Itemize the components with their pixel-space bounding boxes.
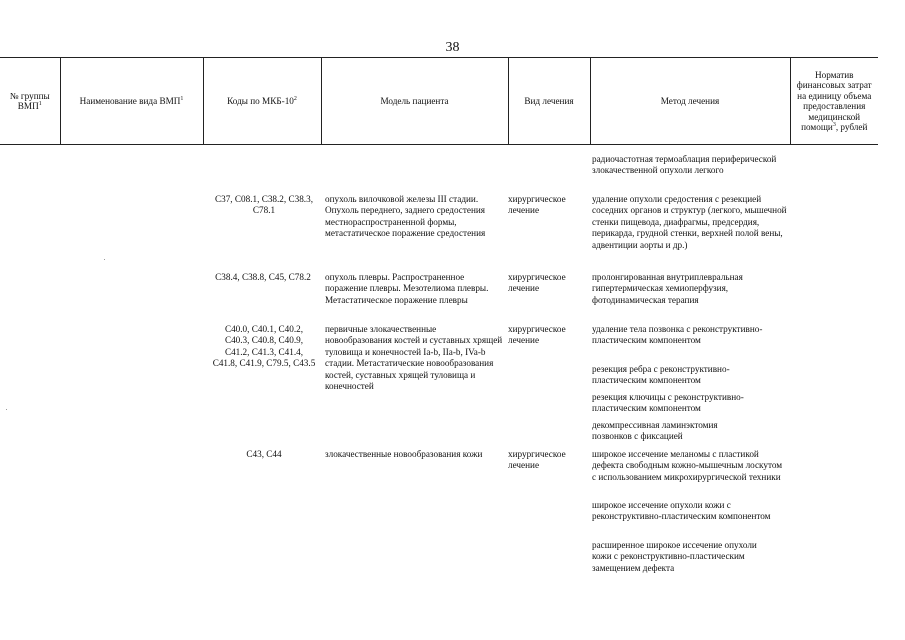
method-text: радиочастотная термоаблация периферической злокачественной опухоли легкого [592,154,777,176]
header-treatment-method: Метод лечения [590,58,790,145]
header-patient-model: Модель пациента [321,58,508,145]
page-number: 38 [445,40,460,55]
icd-codes: C43, C44 [246,449,282,459]
header-vmp-name: Наименование вида ВМП$^1$ [60,58,203,145]
method-text: расширенное широкое иссечение опухоли кожи с реконструктивно-пластическим замещением дефекта [592,540,757,573]
treatment-type: хирургическое лечение [508,324,566,346]
icd-codes: C37, C08.1, C38.2, C38.3, C78.1 [214,194,313,216]
patient-model: опухоль плевры. Распространенное поражение плевры. Мезотелиома плевры. Метастатическое поражение плевры [325,272,489,305]
patient-model: злокачественные новообразования кожи [325,449,483,459]
treatment-type: хирургическое лечение [508,272,566,294]
header-financial-norm: Норматив финансовых затрат на единицу объема предоставления медицинской помощи$^3$, рублей [790,58,878,145]
table-header [0,57,878,145]
patient-model: опухоль вилочковой железы III стадии. Опухоль переднего, заднего средостения местнораспространенной формы, метастатическое поражение средостения [325,194,486,239]
method-text: широкое иссечение опухоли кожи с реконструктивно-пластическим компонентом [592,500,771,522]
method-text: пролонгированная внутриплевральная гипертермическая хемиоперфузия, фотодинамическая терапия [592,272,743,305]
scan-speck [104,259,105,260]
method-text: удаление опухоли средостения с резекцией соседних органов и структур (легкого, мышечной стенки пищевода, диафрагмы, предсердия, перикарда, грудной стенки, верхней полой вены, адвентиции аорты и др.) [592,194,787,250]
method-text: удаление тела позвонка с реконструктивно-пластическим компонентом [592,324,763,346]
header-icd-codes: Коды по МКБ-$10^2$ [203,58,321,145]
patient-model: первичные злокачественные новообразования костей и суставных хрящей туловища и конечностей Ia-b, IIa-b, IVa-b стадии. Метастатические новообразования костей, суставных хрящей туловища и конечностей [325,324,503,392]
header-treatment-type: Вид лечения [508,58,590,145]
method-text: резекция ребра с реконструктивно-пластическим компонентом [592,364,730,386]
method-text: широкое иссечение меланомы с пластикой дефекта свободным кожно-мышечным лоскутом с использованием микрохирургической техники [592,449,783,482]
header-group-number: № группы ВМП$^1$ [0,58,60,145]
icd-codes: C38.4, C38.8, C45, C78.2 [215,272,311,282]
treatment-type: хирургическое лечение [508,194,566,216]
scan-speck [6,409,7,410]
method-text: декомпрессивная ламинэктомия позвонков с фиксацией [592,420,718,442]
method-text: резекция ключицы с реконструктивно-пластическим компонентом [592,392,744,414]
icd-codes: C40.0, C40.1, C40.2, C40.3, C40.8, C40.9, C41.2, C41.3, C41.4, C41.8, C41.9, C79.5, C43.5 [212,324,316,369]
treatment-type: хирургическое лечение [508,449,566,471]
